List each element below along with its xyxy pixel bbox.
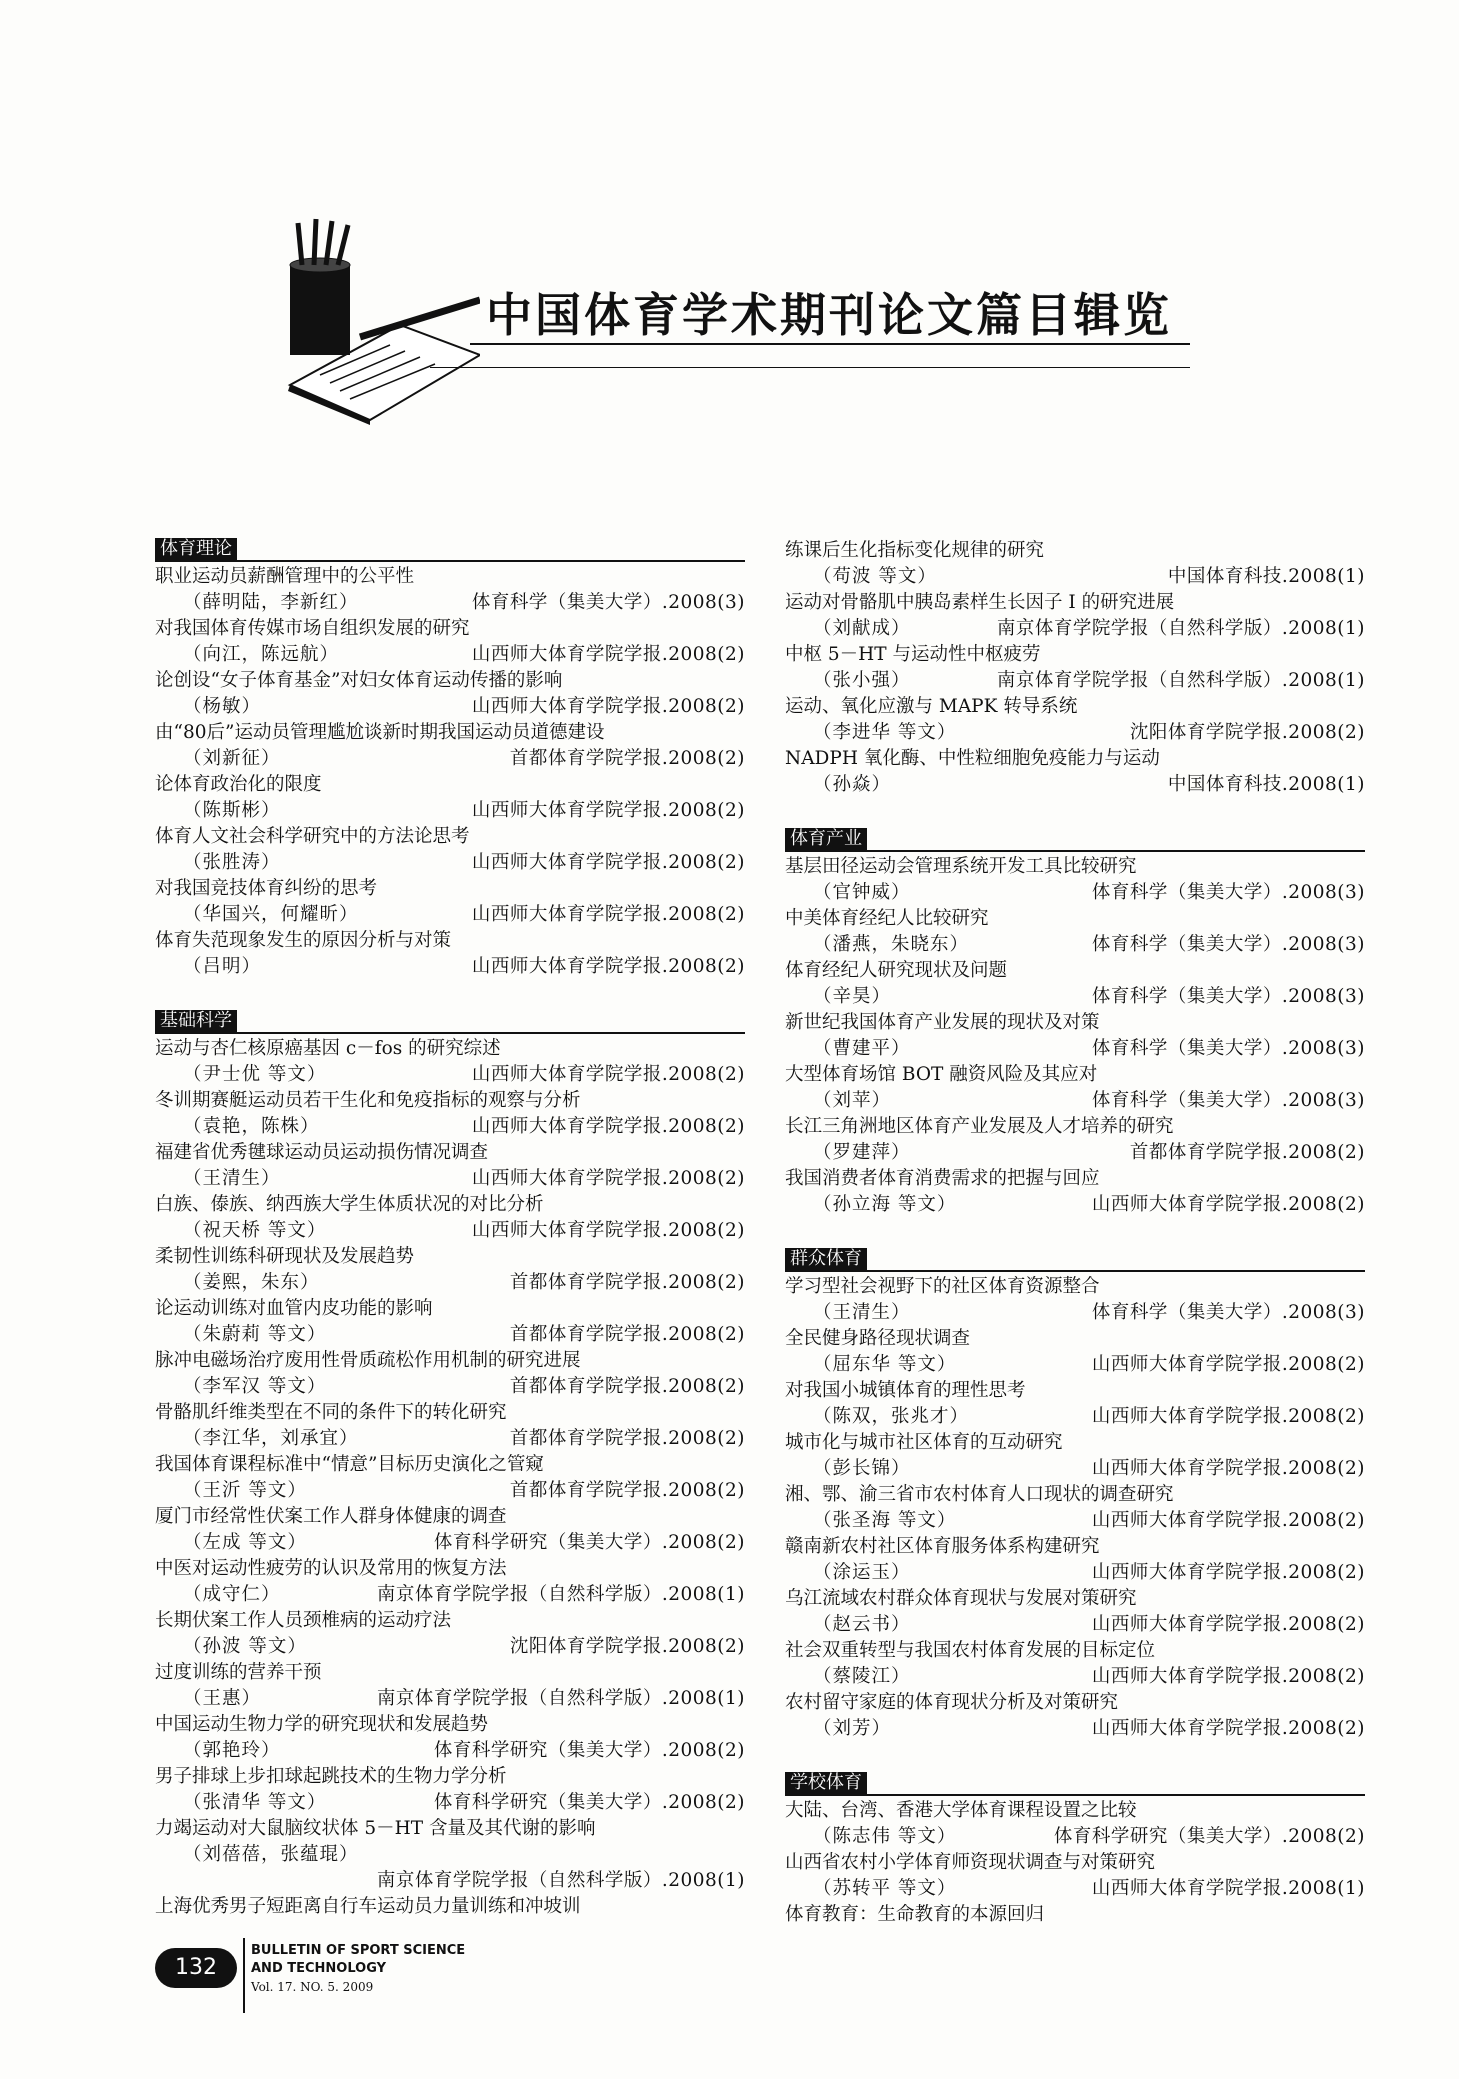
article-title: 长期伏案工作人员颈椎病的运动疗法 [155, 1610, 452, 1631]
article-source: 南京体育学院学报（自然科学版）.2008(1) [996, 618, 1365, 639]
article-title: 厦门市经常性伏案工作人群身体健康的调查 [155, 1506, 507, 1527]
left-column [155, 538, 745, 1950]
article-source: 首都体育学院学报.2008(2) [509, 1480, 745, 1501]
article-title: 中枢 5－HT 与运动性中枢疲劳 [785, 644, 1041, 665]
article-source: 体育科学（集美大学）.2008(3) [1091, 882, 1365, 903]
article-source: 山西师大体育学院学报.2008(1) [1091, 1878, 1365, 1899]
article-title: 白族、傣族、纳西族大学生体质状况的对比分析 [155, 1194, 544, 1215]
article-meta [155, 1738, 745, 1764]
article-source: 山西师大体育学院学报.2008(2) [1091, 1406, 1365, 1427]
article-authors: （孙波 等文） [183, 1636, 307, 1657]
article-source: 首都体育学院学报.2008(2) [509, 1324, 745, 1345]
article-authors: （尹士优 等文） [183, 1064, 327, 1085]
article-source: 体育科学（集美大学）.2008(3) [1091, 1090, 1365, 1111]
article-title: 大型体育场馆 BOT 融资风险及其应对 [785, 1064, 1098, 1085]
article-entry [155, 876, 745, 928]
section-label: 基础科学 [155, 1010, 237, 1032]
article-source: 体育科学（集美大学）.2008(3) [1091, 986, 1365, 1007]
article-source: 体育科学研究（集美大学）.2008(2) [1053, 1826, 1365, 1847]
article-meta [785, 1824, 1365, 1850]
article-authors: （袁艳，陈株） [183, 1116, 320, 1137]
article-meta [155, 746, 745, 772]
article-source: 山西师大体育学院学报.2008(2) [471, 696, 745, 717]
category-section [785, 1248, 1365, 1742]
article-meta [155, 1426, 745, 1452]
article-entry [785, 1010, 1365, 1062]
article-source: 山西师大体育学院学报.2008(2) [471, 800, 745, 821]
article-source: 首都体育学院学报.2008(2) [509, 748, 745, 769]
article-authors: （王惠） [183, 1688, 262, 1709]
article-source: 南京体育学院学报（自然科学版）.2008(1) [996, 670, 1365, 691]
article-entry [785, 1798, 1365, 1850]
article-authors: （薛明陆，李新红） [183, 592, 359, 613]
article-authors: （王清生） [183, 1168, 281, 1189]
article-source: 山西师大体育学院学报.2008(2) [471, 956, 745, 977]
article-source: 体育科学（集美大学）.2008(3) [471, 592, 745, 613]
article-meta [785, 1664, 1365, 1690]
article-authors: （刘献成） [813, 618, 911, 639]
article-entry [785, 854, 1365, 906]
article-title: NADPH 氧化酶、中性粒细胞免疫能力与运动 [785, 748, 1160, 769]
article-source: 沈阳体育学院学报.2008(2) [1129, 722, 1365, 743]
article-source: 山西师大体育学院学报.2008(2) [1091, 1354, 1365, 1375]
article-source: 中国体育科技.2008(1) [1167, 774, 1365, 795]
article-title: 新世纪我国体育产业发展的现状及对策 [785, 1012, 1100, 1033]
article-title: 上海优秀男子短距离自行车运动员力量训练和冲坡训 [155, 1896, 581, 1917]
article-authors: （陈斯彬） [183, 800, 281, 821]
article-source: 中国体育科技.2008(1) [1167, 566, 1365, 587]
section-rule [785, 1270, 1365, 1272]
article-meta [155, 1478, 745, 1504]
section-header [785, 1248, 1365, 1272]
article-source: 南京体育学院学报（自然科学版）.2008(1) [376, 1688, 745, 1709]
article-source: 首都体育学院学报.2008(2) [1129, 1142, 1365, 1163]
article-authors: （左成 等文） [183, 1532, 307, 1553]
section-rule [785, 850, 1365, 852]
article-authors: （李军汉 等文） [183, 1376, 327, 1397]
article-meta [785, 772, 1365, 798]
article-meta [155, 1114, 745, 1140]
article-authors: （成守仁） [183, 1584, 281, 1605]
article-authors: （吕明） [183, 956, 262, 977]
article-title: 论运动训练对血管内皮功能的影响 [155, 1298, 433, 1319]
article-meta [155, 1634, 745, 1660]
article-authors: （蔡陵江） [813, 1666, 911, 1687]
article-entry [785, 1690, 1365, 1742]
article-entry [155, 668, 745, 720]
article-meta [785, 1716, 1365, 1742]
article-title: 乌江流域农村群众体育现状与发展对策研究 [785, 1588, 1137, 1609]
article-entry [155, 1452, 745, 1504]
article-source: 山西师大体育学院学报.2008(2) [471, 1064, 745, 1085]
article-entry [155, 1556, 745, 1608]
article-title: 湘、鄂、渝三省市农村体育人口现状的调查研究 [785, 1484, 1174, 1505]
article-meta [785, 984, 1365, 1010]
article-entry [155, 1296, 745, 1348]
article-entry [785, 1326, 1365, 1378]
article-source: 山西师大体育学院学报.2008(2) [1091, 1666, 1365, 1687]
article-authors: （苏转平 等文） [813, 1878, 957, 1899]
article-title: 赣南新农村社区体育服务体系构建研究 [785, 1536, 1100, 1557]
article-entry [785, 1902, 1365, 1928]
article-meta [785, 1036, 1365, 1062]
article-meta [155, 798, 745, 824]
article-entry [155, 824, 745, 876]
article-meta [155, 1842, 745, 1868]
footer-divider [243, 1938, 245, 2013]
article-authors: （王清生） [813, 1302, 911, 1323]
article-source: 体育科学（集美大学）.2008(3) [1091, 1038, 1365, 1059]
article-source: 体育科学（集美大学）.2008(3) [1091, 1302, 1365, 1323]
article-meta [155, 1322, 745, 1348]
article-meta [785, 932, 1365, 958]
section-header [785, 828, 1365, 852]
article-entry [155, 1660, 745, 1712]
article-title: 社会双重转型与我国农村体育发展的目标定位 [785, 1640, 1156, 1661]
article-title: 由“80后”运动员管理尴尬谈新时期我国运动员道德建设 [155, 722, 605, 743]
article-meta [785, 1192, 1365, 1218]
article-source: 首都体育学院学报.2008(2) [509, 1376, 745, 1397]
section-label: 体育产业 [785, 828, 867, 850]
journal-name [251, 1942, 465, 1996]
article-entry [785, 1274, 1365, 1326]
page-header [280, 215, 1200, 425]
article-entry [155, 1140, 745, 1192]
article-title: 我国消费者体育消费需求的把握与回应 [785, 1168, 1100, 1189]
article-source: 山西师大体育学院学报.2008(2) [1091, 1718, 1365, 1739]
article-meta [785, 564, 1365, 590]
article-authors: （罗建萍） [813, 1142, 911, 1163]
article-title: 中美体育经纪人比较研究 [785, 908, 989, 929]
article-title: 过度训练的营养干预 [155, 1662, 322, 1683]
article-meta [785, 1088, 1365, 1114]
article-authors: （李进华 等文） [813, 722, 957, 743]
article-source: 山西师大体育学院学报.2008(2) [471, 1168, 745, 1189]
article-entry [785, 694, 1365, 746]
article-title: 骨骼肌纤维类型在不同的条件下的转化研究 [155, 1402, 507, 1423]
article-meta [785, 1456, 1365, 1482]
article-title: 学习型社会视野下的社区体育资源整合 [785, 1276, 1100, 1297]
article-meta [155, 1790, 745, 1816]
section-label: 体育理论 [155, 538, 237, 560]
article-entry [785, 958, 1365, 1010]
article-title: 职业运动员薪酬管理中的公平性 [155, 566, 415, 587]
title-rule [470, 343, 1190, 345]
article-title: 基层田径运动会管理系统开发工具比较研究 [785, 856, 1137, 877]
article-title: 运动对骨骼肌中胰岛素样生长因子 I 的研究进展 [785, 592, 1175, 613]
article-source: 体育科学（集美大学）.2008(3) [1091, 934, 1365, 955]
article-title: 力竭运动对大鼠脑纹状体 5－HT 含量及其代谢的影响 [155, 1818, 596, 1839]
article-meta [155, 1270, 745, 1296]
journal-name-line2: AND TECHNOLOGY [251, 1961, 387, 1976]
article-meta [155, 1868, 745, 1894]
article-entry [785, 1114, 1365, 1166]
article-source: 山西师大体育学院学报.2008(2) [471, 852, 745, 873]
page-number: 132 [155, 1948, 237, 1988]
category-section [155, 538, 745, 980]
article-title: 体育失范现象发生的原因分析与对策 [155, 930, 452, 951]
article-source: 体育科学研究（集美大学）.2008(2) [433, 1792, 745, 1813]
section-label: 学校体育 [785, 1772, 867, 1794]
article-meta [785, 1300, 1365, 1326]
article-entry [155, 1764, 745, 1816]
article-entry [155, 720, 745, 772]
article-authors: （孙焱） [813, 774, 892, 795]
article-meta [155, 694, 745, 720]
article-meta [785, 720, 1365, 746]
category-section [785, 1772, 1365, 1928]
article-source: 山西师大体育学院学报.2008(2) [471, 1116, 745, 1137]
notebook-pencils-icon [280, 215, 480, 425]
article-meta [785, 616, 1365, 642]
article-authors: （姜熙，朱东） [183, 1272, 320, 1293]
article-entry [155, 564, 745, 616]
article-meta [155, 1582, 745, 1608]
article-title: 运动与杏仁核原癌基因 c－fos 的研究综述 [155, 1038, 501, 1059]
article-entry [785, 1850, 1365, 1902]
article-authors: （刘苹） [813, 1090, 892, 1111]
article-source: 南京体育学院学报（自然科学版）.2008(1) [376, 1584, 745, 1605]
article-meta [785, 1352, 1365, 1378]
article-authors: （祝天桥 等文） [183, 1220, 327, 1241]
article-source: 南京体育学院学报（自然科学版）.2008(1) [376, 1870, 745, 1891]
article-source: 首都体育学院学报.2008(2) [509, 1272, 745, 1293]
article-entry [785, 906, 1365, 958]
section-rule [155, 1032, 745, 1034]
article-entry [155, 1400, 745, 1452]
article-authors: （张清华 等文） [183, 1792, 327, 1813]
article-authors: （向江，陈远航） [183, 644, 340, 665]
title-rule-thin [430, 367, 1190, 368]
article-source: 山西师大体育学院学报.2008(2) [1091, 1562, 1365, 1583]
article-title: 山西省农村小学体育师资现状调查与对策研究 [785, 1852, 1156, 1873]
article-meta [155, 1166, 745, 1192]
article-authors: （屈东华 等文） [813, 1354, 957, 1375]
article-entry [785, 1430, 1365, 1482]
article-authors: （涂运玉） [813, 1562, 911, 1583]
article-meta [155, 590, 745, 616]
section-label: 群众体育 [785, 1248, 867, 1270]
article-entry [155, 928, 745, 980]
article-entry [155, 1348, 745, 1400]
article-title: 对我国竞技体育纠纷的思考 [155, 878, 378, 899]
article-meta [155, 642, 745, 668]
category-section [785, 828, 1365, 1218]
article-meta [155, 1374, 745, 1400]
article-meta [155, 1530, 745, 1556]
article-authors: （曹建平） [813, 1038, 911, 1059]
article-title: 大陆、台湾、香港大学体育课程设置之比较 [785, 1800, 1137, 1821]
article-entry [155, 1088, 745, 1140]
article-authors: （张圣海 等文） [813, 1510, 957, 1531]
article-meta [155, 902, 745, 928]
article-meta [785, 880, 1365, 906]
article-source: 首都体育学院学报.2008(2) [509, 1428, 745, 1449]
article-meta [155, 1218, 745, 1244]
article-title: 练课后生化指标变化规律的研究 [785, 540, 1045, 561]
article-authors: （杨敏） [183, 696, 262, 717]
article-meta [155, 850, 745, 876]
article-title: 体育人文社会科学研究中的方法论思考 [155, 826, 470, 847]
article-title: 体育经纪人研究现状及问题 [785, 960, 1008, 981]
article-authors: （刘蓓蓓，张蕴琨） [183, 1844, 359, 1865]
article-authors: （潘燕，朱晓东） [813, 934, 970, 955]
article-title: 体育教育：生命教育的本源回归 [785, 1904, 1045, 1925]
article-entry [155, 1816, 745, 1894]
article-meta [785, 1140, 1365, 1166]
article-entry [785, 1534, 1365, 1586]
page-title: 中国体育学术期刊论文篇目辑览 [486, 288, 1172, 342]
article-meta [785, 1404, 1365, 1430]
article-title: 运动、氧化应激与 MAPK 转导系统 [785, 696, 1078, 717]
article-entry [155, 1036, 745, 1088]
continued-entries [785, 538, 1365, 798]
article-title: 农村留守家庭的体育现状分析及对策研究 [785, 1692, 1119, 1713]
article-entry [785, 746, 1365, 798]
article-authors: （刘芳） [813, 1718, 892, 1739]
article-entry [785, 1586, 1365, 1638]
article-source: 山西师大体育学院学报.2008(2) [1091, 1614, 1365, 1635]
article-title: 对我国小城镇体育的理性思考 [785, 1380, 1026, 1401]
article-title: 长江三角洲地区体育产业发展及人才培养的研究 [785, 1116, 1174, 1137]
article-authors: （苟波 等文） [813, 566, 937, 587]
article-entry [155, 772, 745, 824]
article-source: 山西师大体育学院学报.2008(2) [471, 1220, 745, 1241]
article-authors: （李江华，刘承宜） [183, 1428, 359, 1449]
article-entry [155, 1712, 745, 1764]
article-authors: （陈志伟 等文） [813, 1826, 957, 1847]
article-entry [785, 642, 1365, 694]
article-title: 论体育政治化的限度 [155, 774, 322, 795]
article-entry [155, 616, 745, 668]
article-authors: （孙立海 等文） [813, 1194, 957, 1215]
article-source: 山西师大体育学院学报.2008(2) [471, 904, 745, 925]
article-authors: （张小强） [813, 670, 911, 691]
article-entry [155, 1608, 745, 1660]
section-rule [785, 1794, 1365, 1796]
article-authors: （朱蔚莉 等文） [183, 1324, 327, 1345]
article-authors: （华国兴，何耀昕） [183, 904, 359, 925]
article-authors: （郭艳玲） [183, 1740, 281, 1761]
article-meta [155, 1686, 745, 1712]
article-authors: （辛昊） [813, 986, 892, 1007]
category-section [155, 1010, 745, 1920]
article-source: 山西师大体育学院学报.2008(2) [1091, 1510, 1365, 1531]
article-entry [785, 1062, 1365, 1114]
article-meta [785, 1876, 1365, 1902]
article-title: 柔韧性训练科研现状及发展趋势 [155, 1246, 415, 1267]
article-authors: （官钟威） [813, 882, 911, 903]
article-meta [155, 954, 745, 980]
article-title: 对我国体育传媒市场自组织发展的研究 [155, 618, 470, 639]
article-entry [155, 1504, 745, 1556]
article-meta [785, 1560, 1365, 1586]
right-column [785, 538, 1365, 1958]
article-source: 山西师大体育学院学报.2008(2) [1091, 1458, 1365, 1479]
article-entry [785, 590, 1365, 642]
article-source: 山西师大体育学院学报.2008(2) [471, 644, 745, 665]
article-entry [785, 1378, 1365, 1430]
section-header [155, 1010, 745, 1034]
article-authors: （张胜涛） [183, 852, 281, 873]
section-rule [155, 560, 745, 562]
article-authors: （刘新征） [183, 748, 281, 769]
article-entry [155, 1894, 745, 1920]
article-authors: （王沂 等文） [183, 1480, 307, 1501]
article-source: 山西师大体育学院学报.2008(2) [1091, 1194, 1365, 1215]
article-title: 脉冲电磁场治疗废用性骨质疏松作用机制的研究进展 [155, 1350, 581, 1371]
article-title: 中医对运动性疲劳的认识及常用的恢复方法 [155, 1558, 507, 1579]
article-source: 沈阳体育学院学报.2008(2) [509, 1636, 745, 1657]
article-title: 福建省优秀毽球运动员运动损伤情况调查 [155, 1142, 489, 1163]
article-entry [785, 1166, 1365, 1218]
article-entry [155, 1244, 745, 1296]
journal-volume: Vol. 17. NO. 5. 2009 [251, 1980, 374, 1994]
article-source: 体育科学研究（集美大学）.2008(2) [433, 1740, 745, 1761]
article-title: 中国运动生物力学的研究现状和发展趋势 [155, 1714, 489, 1735]
article-meta [785, 1508, 1365, 1534]
page-footer [155, 1938, 555, 2018]
article-title: 城市化与城市社区体育的互动研究 [785, 1432, 1063, 1453]
article-entry [785, 1638, 1365, 1690]
article-entry [785, 538, 1365, 590]
article-title: 我国体育课程标准中“情意”目标历史演化之管窥 [155, 1454, 544, 1475]
section-header [155, 538, 745, 562]
journal-name-line1: BULLETIN OF SPORT SCIENCE [251, 1943, 466, 1958]
article-title: 男子排球上步扣球起跳技术的生物力学分析 [155, 1766, 507, 1787]
article-authors: （彭长锦） [813, 1458, 911, 1479]
article-source: 体育科学研究（集美大学）.2008(2) [433, 1532, 745, 1553]
section-header [785, 1772, 1365, 1796]
article-entry [785, 1482, 1365, 1534]
article-title: 全民健身路径现状调查 [785, 1328, 971, 1349]
article-entry [155, 1192, 745, 1244]
article-authors: （陈双，张兆才） [813, 1406, 970, 1427]
article-meta [785, 1612, 1365, 1638]
article-meta [155, 1062, 745, 1088]
article-meta [785, 668, 1365, 694]
article-title: 冬训期赛艇运动员若干生化和免疫指标的观察与分析 [155, 1090, 581, 1111]
article-authors: （赵云书） [813, 1614, 911, 1635]
article-title: 论创设“女子体育基金”对妇女体育运动传播的影响 [155, 670, 563, 691]
